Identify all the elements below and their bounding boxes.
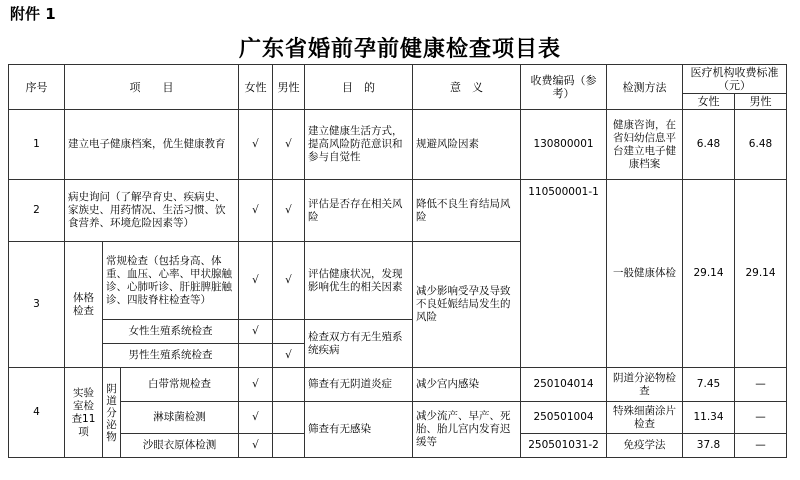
female-check [239, 344, 273, 368]
table-row [9, 180, 787, 242]
fee-male-cell: — [735, 434, 787, 458]
male-check: √ [273, 344, 305, 368]
header-female: 女性 [239, 65, 273, 110]
meaning-cell: 规避风险因素 [413, 110, 521, 180]
female-check: √ [239, 320, 273, 344]
header-seq: 序号 [9, 65, 65, 110]
purpose-cell: 建立健康生活方式，提高风险防范意识和参与自觉性 [305, 110, 413, 180]
fee-female-cell: 29.14 [683, 180, 735, 368]
table-row [9, 402, 787, 434]
method-cell: 特殊细菌涂片检查 [607, 402, 683, 434]
purpose-cell: 评估健康状况，发现影响优生的相关因素 [305, 242, 413, 320]
header-method: 检测方法 [607, 65, 683, 110]
male-check [273, 368, 305, 402]
male-check: √ [273, 180, 305, 242]
seq-cell: 2 [9, 180, 65, 242]
item-cell: 沙眼衣原体检测 [121, 434, 239, 458]
method-cell: 免疫学法 [607, 434, 683, 458]
health-check-table [8, 64, 787, 458]
meaning-cell: 减少影响受孕及导致不良妊娠结局发生的风险 [413, 242, 521, 368]
code-cell: 130800001 [521, 110, 607, 180]
meaning-cell: 减少流产、早产、死胎、胎儿宫内发育迟缓等 [413, 402, 521, 458]
male-check: √ [273, 242, 305, 320]
code-cell: 250104014 [521, 368, 607, 402]
meaning-cell: 降低不良生育结局风险 [413, 180, 521, 242]
seq-cell: 1 [9, 110, 65, 180]
code-cell: 250501004 [521, 402, 607, 434]
fee-male-cell: — [735, 368, 787, 402]
fee-male-cell: — [735, 402, 787, 434]
header-male: 男性 [273, 65, 305, 110]
fee-female-cell: 7.45 [683, 368, 735, 402]
female-check: √ [239, 110, 273, 180]
page-title: 广东省婚前孕前健康检查项目表 [238, 37, 561, 62]
seq-cell: 4 [9, 368, 65, 458]
header-fee-female: 女性 [683, 94, 735, 110]
fee-male-cell: 6.48 [735, 110, 787, 180]
item-cell: 男性生殖系统检查 [103, 344, 239, 368]
item-cell: 常规检查（包括身高、体重、血压、心率、甲状腺触诊、心肺听诊、肝脏脾脏触诊、四肢脊柱检查等） [103, 242, 239, 320]
table-row [9, 110, 787, 180]
code-cell: 250501031-2 [521, 434, 607, 458]
fee-female-cell: 6.48 [683, 110, 735, 180]
attachment-label: 附件 1 [10, 5, 56, 23]
male-check [273, 434, 305, 458]
header-code: 收费编码（参考） [521, 65, 607, 110]
fee-female-cell: 37.8 [683, 434, 735, 458]
method-cell: 健康咨询，在省妇幼信息平台建立电子健康档案 [607, 110, 683, 180]
female-check: √ [239, 242, 273, 320]
purpose-cell: 评估是否存在相关风险 [305, 180, 413, 242]
item-cell: 女性生殖系统检查 [103, 320, 239, 344]
item-cell: 淋球菌检测 [121, 402, 239, 434]
method-cell: 一般健康体检 [607, 180, 683, 368]
group-cell: 体格检查 [65, 242, 103, 368]
male-check [273, 402, 305, 434]
female-check: √ [239, 402, 273, 434]
table-row [9, 368, 787, 402]
group-cell: 实验室检查11项 [65, 368, 103, 458]
female-check: √ [239, 368, 273, 402]
purpose-cell: 检查双方有无生殖系统疾病 [305, 320, 413, 368]
female-check: √ [239, 434, 273, 458]
fee-male-cell: 29.14 [735, 180, 787, 368]
subgroup-cell: 阴道分泌物 [103, 368, 121, 458]
meaning-cell: 减少宫内感染 [413, 368, 521, 402]
purpose-cell: 筛查有无感染 [305, 402, 413, 458]
female-check: √ [239, 180, 273, 242]
header-item: 项 目 [65, 65, 239, 110]
seq-cell: 3 [9, 242, 65, 368]
header-purpose: 目 的 [305, 65, 413, 110]
header-fee: 医疗机构收费标准（元） [683, 65, 787, 94]
male-check: √ [273, 110, 305, 180]
item-cell: 病史询问（了解孕育史、疾病史、家族史、用药情况、生活习惯、饮食营养、环境危险因素等） [65, 180, 239, 242]
item-cell: 白带常规检查 [121, 368, 239, 402]
method-cell: 阴道分泌物检查 [607, 368, 683, 402]
item-cell: 建立电子健康档案，优生健康教育 [65, 110, 239, 180]
male-check [273, 320, 305, 344]
fee-female-cell: 11.34 [683, 402, 735, 434]
code-cell: 110500001-1 [521, 180, 607, 368]
header-fee-male: 男性 [735, 94, 787, 110]
purpose-cell: 筛查有无阴道炎症 [305, 368, 413, 402]
header-meaning: 意 义 [413, 65, 521, 110]
